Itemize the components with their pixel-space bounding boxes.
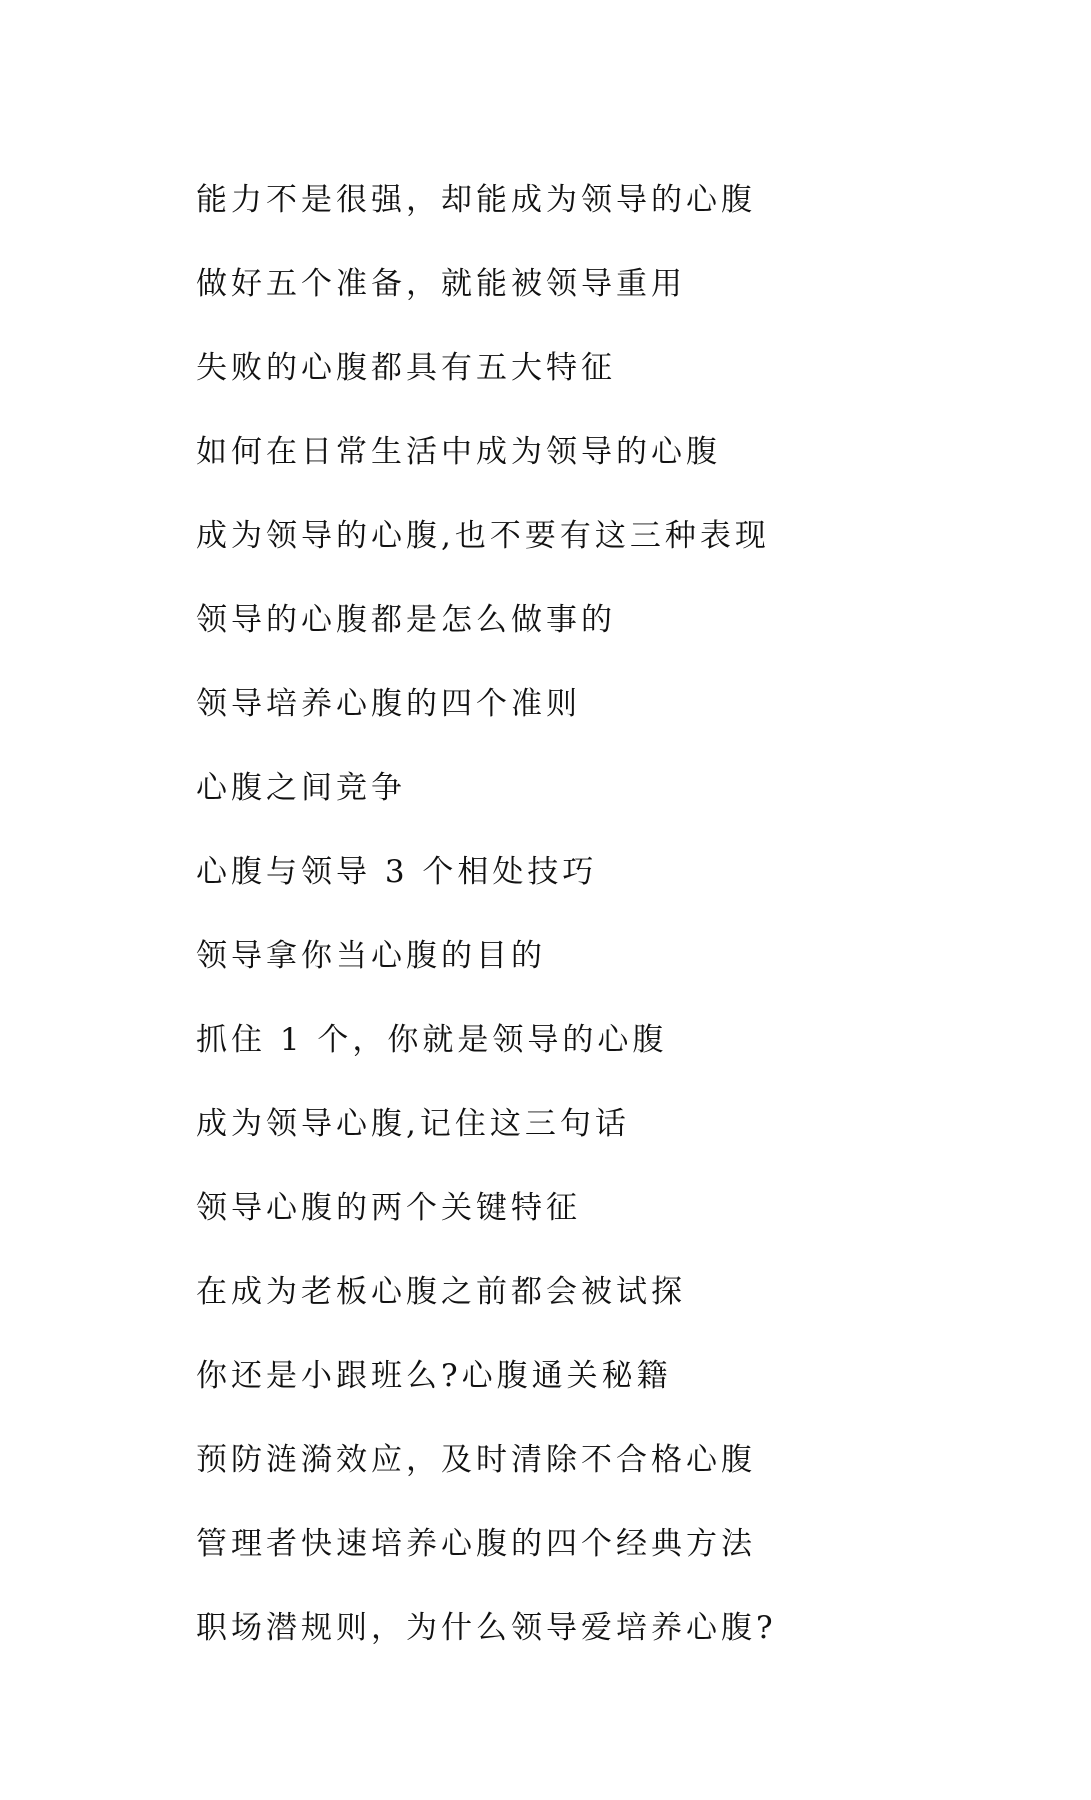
- list-item: 管理者快速培养心腹的四个经典方法: [196, 1526, 756, 1562]
- title-list: [196, 168, 777, 1680]
- list-item: 职场潜规则，为什么领导爱培养心腹?: [196, 1610, 777, 1646]
- list-item: 失败的心腹都具有五大特征: [196, 350, 616, 386]
- list-item: 做好五个准备，就能被领导重用: [196, 266, 686, 302]
- list-item: 领导拿你当心腹的目的: [196, 938, 546, 974]
- list-item: 成为领导的心腹,也不要有这三种表现: [196, 518, 770, 554]
- list-item: 领导培养心腹的四个准则: [196, 686, 581, 722]
- list-item: 领导心腹的两个关键特征: [196, 1190, 581, 1226]
- list-item: 领导的心腹都是怎么做事的: [196, 602, 616, 638]
- list-item: 如何在日常生活中成为领导的心腹: [196, 434, 721, 470]
- list-item: 在成为老板心腹之前都会被试探: [196, 1274, 686, 1310]
- list-item: 成为领导心腹,记住这三句话: [196, 1106, 630, 1142]
- list-item: 抓住 1 个，你就是领导的心腹: [196, 1022, 668, 1058]
- list-item: 心腹与领导 3 个相处技巧: [196, 854, 598, 890]
- list-item: 预防涟漪效应，及时清除不合格心腹: [196, 1442, 756, 1478]
- list-item: 你还是小跟班么?心腹通关秘籍: [196, 1358, 672, 1394]
- list-item: 心腹之间竞争: [196, 770, 406, 806]
- list-item: 能力不是很强，却能成为领导的心腹: [196, 182, 756, 218]
